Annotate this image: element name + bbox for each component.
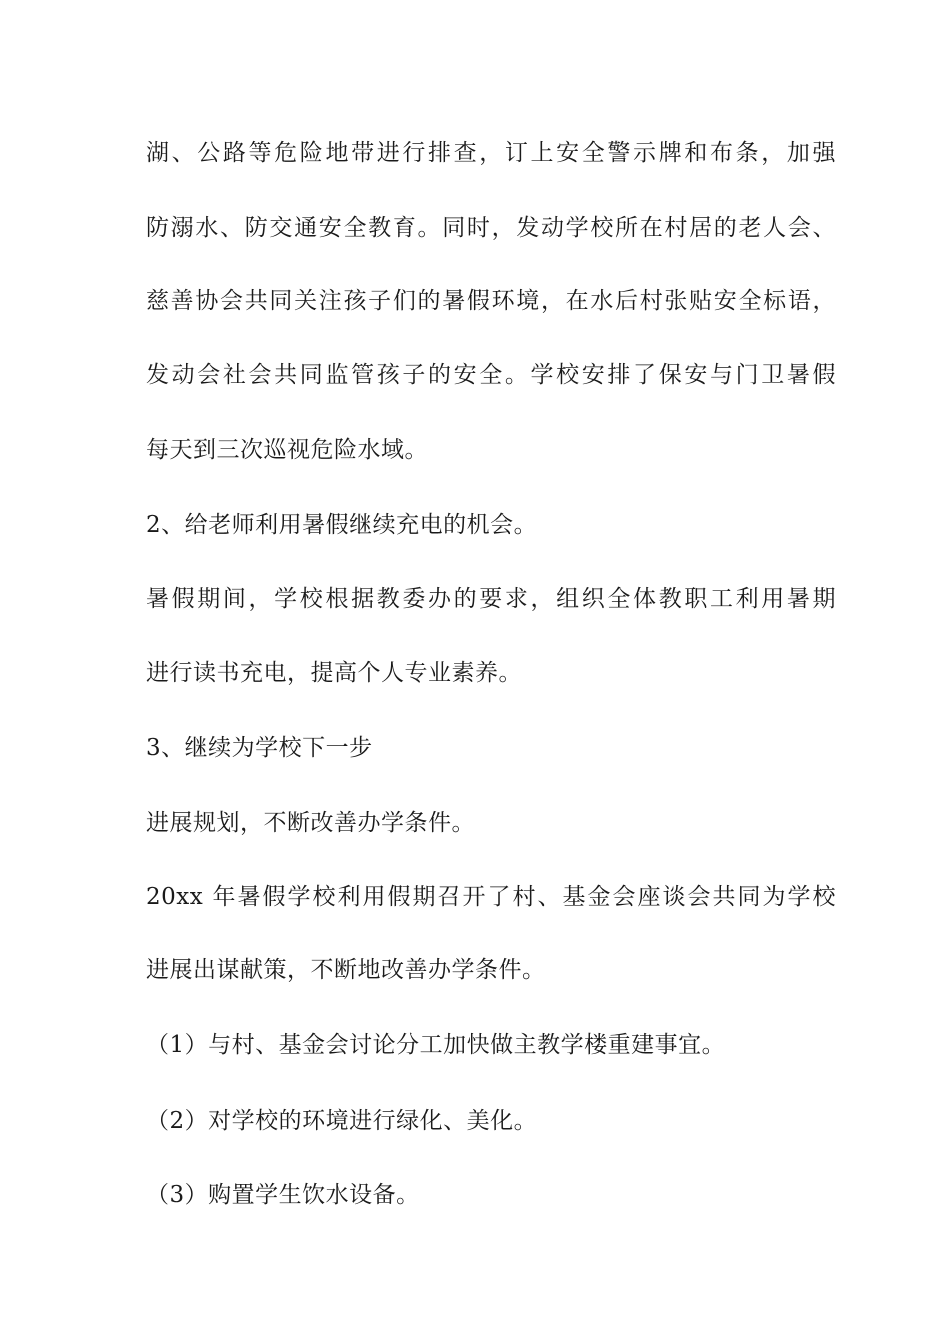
list-item: （3）购置学生饮水设备。 [146, 1182, 420, 1208]
paragraph-line: 每天到三次巡视危险水域。 [146, 437, 428, 463]
list-item: （1）与村、基金会讨论分工加快做主教学楼重建事宜。 [146, 1032, 726, 1058]
paragraph-line: 进展出谋献策，不断地改善办学条件。 [146, 957, 546, 983]
list-item: （2）对学校的环境进行绿化、美化。 [146, 1108, 538, 1134]
paragraph-line: 发动会社会共同监管孩子的安全。学校安排了保安与门卫暑假 [146, 362, 836, 388]
section-heading: 2、给老师利用暑假继续充电的机会。 [146, 512, 538, 538]
section-heading: 3、继续为学校下一步 [146, 735, 373, 761]
paragraph-line: 进行读书充电，提高个人专业素养。 [146, 660, 522, 686]
paragraph-line: 暑假期间，学校根据教委办的要求，组织全体教职工利用暑期 [146, 586, 836, 612]
paragraph-line: 湖、公路等危险地带进行排查，订上安全警示牌和布条，加强 [146, 140, 836, 166]
paragraph-line: 20xx 年暑假学校利用假期召开了村、基金会座谈会共同为学校 [146, 884, 836, 910]
paragraph-line: 进展规划，不断改善办学条件。 [146, 810, 475, 836]
paragraph-line: 防溺水、防交通安全教育。同时，发动学校所在村居的老人会、 [146, 215, 836, 241]
paragraph-line: 慈善协会共同关注孩子们的暑假环境，在水后村张贴安全标语， [146, 288, 836, 314]
